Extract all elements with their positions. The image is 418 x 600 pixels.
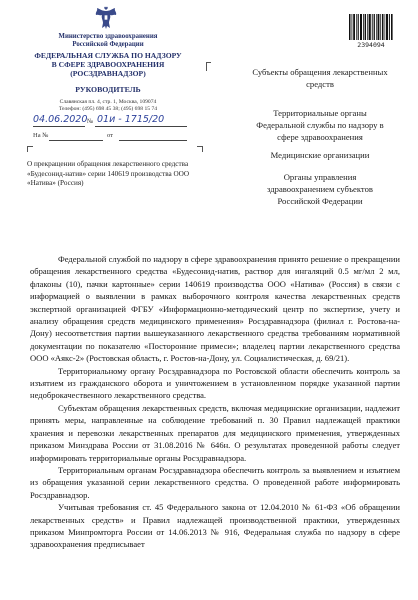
addressee-3: Медицинские организации xyxy=(270,150,370,160)
addressee-1: Субъекты обращения лекарственных средств xyxy=(252,67,388,89)
service-name-line2: В СФЕРЕ ЗДРАВООХРАНЕНИЯ xyxy=(51,60,165,69)
service-abbreviation: (РОСЗДРАВНАДЗОР) xyxy=(70,69,146,78)
subject-corner-bracket-left xyxy=(27,146,33,152)
body-paragraph-3: Субъектам обращения лекарственных средств, включая медицинские организации, надлежит принять меры, направленные на соблюдение требований п. 30 Правил надлежащей практики хранения и перевозки лекарственных препаратов для медицинского применения, утвержденных приказом Минздрава России от 31.08.2016 № 646н. О результатах проведенной работы следует информировать территориальные органы Росздравнадзора. xyxy=(30,402,400,463)
ministry-name-line1: Министерство здравоохранения xyxy=(58,33,158,40)
addressee-4: Органы управления здравоохранением субъектов Российской Федерации xyxy=(267,172,373,206)
handwritten-date: 04.06.2020 xyxy=(33,114,88,125)
handwritten-number: 01и - 1715/20 xyxy=(97,114,165,125)
from-label: от xyxy=(107,132,114,139)
ministry-name-line2: Российской Федерации xyxy=(72,41,144,48)
body-paragraph-5: Учитывая требования ст. 45 Федерального закона от 12.04.2010 № 61-ФЗ «Об обращении лекарственных средств» и Правил надлежащей производственной практики, утвержденных приказом Минпромторга России от 14.06.2013 № 916, Федеральная служба по надзору в сфере здравоохранения предписывает xyxy=(30,502,400,550)
body-paragraph-4: Территориальным органам Росздравнадзора обеспечить контроль за выявлением и изъятием из обращения указанной серии лекарственного средства. О проведенной работе информировать Росздравнадзор. xyxy=(30,464,400,500)
barcode xyxy=(349,14,393,40)
barcode-number: 2394094 xyxy=(357,41,385,49)
body-paragraph-1: Федеральной службой по надзору в сфере здравоохранения принято решение о прекращении обращения лекарственного средства «Будесонид-натив, раствор для ингаляций 0.5 мг/мл 2 мл, флаконы (10), пачки картонные» серии 140619 производства ООО «Натива» (Россия) в связи с информацией о выявлении в рамках выборочного контроля качества лекарственных средств экспертной организацией ФГБУ «Информационно-методический центр по экспертизе, учету и анализу обращения средств медицинского применения» Росздравнадзора (филиал г. Ростова-на-Дону) несоответствия партии вышеуказанного лекарственного средства требованиям нормативной документации по показателю «Посторонние примеси»; владелец партии лекарственного средства ООО «Аякс-2» (Ростовская область, г. Ростов-на-Дону, ул. Социалистическая, д. 69/21). xyxy=(30,254,400,364)
service-name-line1: ФЕДЕРАЛЬНАЯ СЛУЖБА ПО НАДЗОРУ xyxy=(34,51,182,60)
letter-subject: О прекращении обращения лекарственного средства «Будесонид-натив» серии 140619 производства ООО «Натива» (Россия) xyxy=(27,160,190,187)
subject-corner-bracket-right xyxy=(197,146,203,152)
addressee-corner-bracket xyxy=(206,62,211,71)
on-number-label: На № xyxy=(33,132,49,139)
outgoing-reference xyxy=(33,114,189,128)
letterhead-address: Славянская пл. 4, стр. 1, Москва, 109074 xyxy=(59,99,157,105)
body-paragraph-2: Территориальному органу Росздравнадзора по Ростовской области обеспечить контроль за изъятием из гражданского оборота и уничтожением в установленном порядке указанной партии недоброкачественного лекарственного средства. xyxy=(30,365,400,401)
number-label: № xyxy=(87,118,94,125)
addressee-2: Территориальные органы Федеральной службы по надзору в сфере здравоохранения xyxy=(256,108,384,142)
letterhead-phone: Телефон: (495) 698 45 38; (495) 698 15 74 xyxy=(58,106,158,112)
letter-body xyxy=(30,253,400,551)
double-headed-eagle-emblem xyxy=(93,6,119,30)
incoming-reference xyxy=(33,130,189,142)
head-label: РУКОВОДИТЕЛЬ xyxy=(75,85,141,94)
